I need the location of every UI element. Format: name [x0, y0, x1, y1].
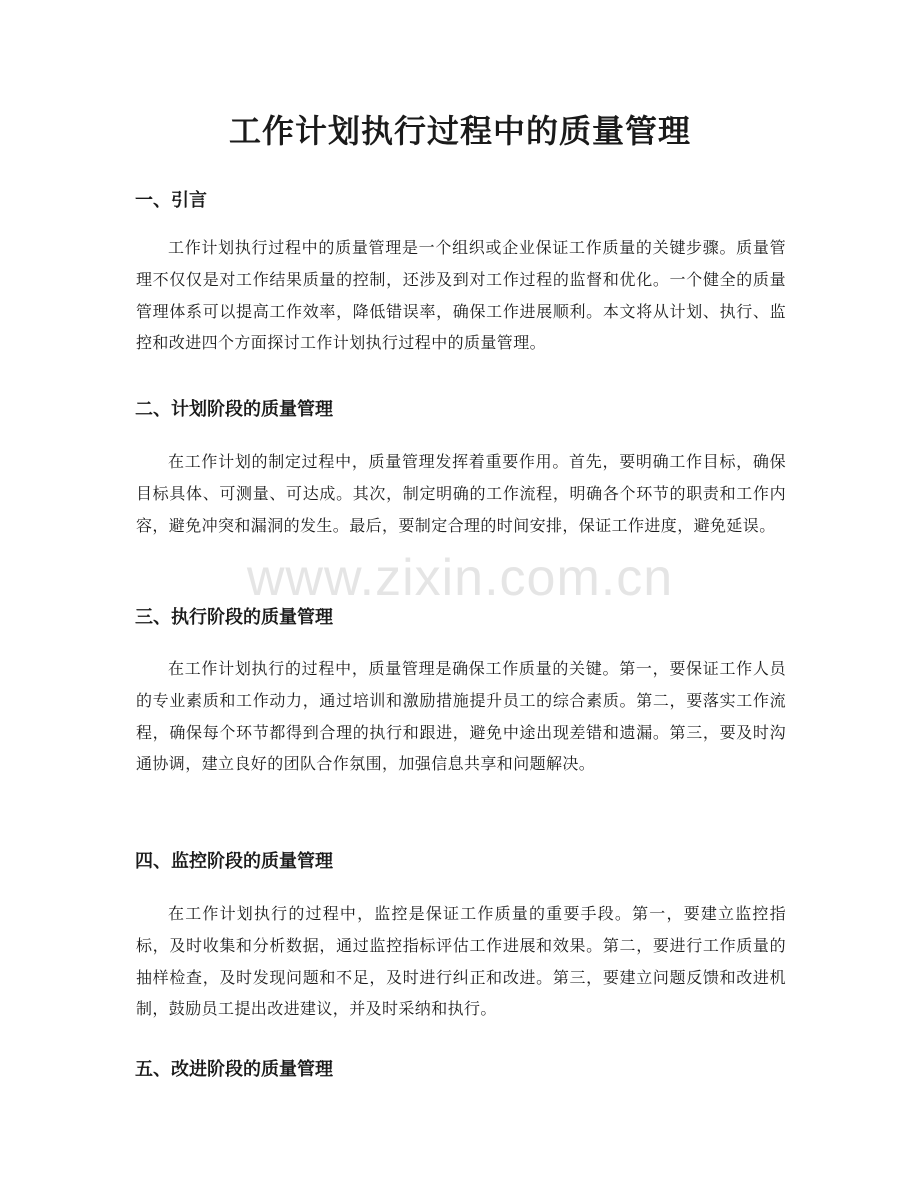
section-paragraph-monitoring: 在工作计划执行的过程中，监控是保证工作质量的重要手段。第一，要建立监控指标，及时收集和分析数据，通过监控指标评估工作进展和效果。第二，要进行工作质量的抽样检查，及时发现问题和不足，及时进行纠正和改进。第三，要建立问题反馈和改进机制，鼓励员工提出改进建议，并及时采纳和执行。 [136, 904, 786, 1019]
section-heading-monitoring: 四、监控阶段的质量管理 [135, 851, 333, 872]
section-paragraph-planning: 在工作计划的制定过程中，质量管理发挥着重要作用。首先，要明确工作目标，确保目标具体、可测量、可达成。其次，制定明确的工作流程，明确各个环节的职责和工作内容，避免冲突和漏洞的发生。最后，要制定合理的时间安排，保证工作进度，避免延误。 [136, 452, 786, 535]
watermark: www.zixin.com.cn [246, 549, 674, 607]
section-heading-improvement: 五、改进阶段的质量管理 [135, 1059, 333, 1080]
section-heading-planning: 二、计划阶段的质量管理 [135, 399, 333, 420]
section-heading-introduction: 一、引言 [135, 190, 207, 211]
section-paragraph-execution: 在工作计划执行的过程中，质量管理是确保工作质量的关键。第一，要保证工作人员的专业素质和工作动力，通过培训和激励措施提升员工的综合素质。第二，要落实工作流程，确保每个环节都得到合理的执行和跟进，避免中途出现差错和遗漏。第三，要及时沟通协调，建立良好的团队合作氛围，加强信息共享和问题解决。 [136, 659, 786, 774]
document-title: 工作计划执行过程中的质量管理 [228, 112, 691, 150]
section-paragraph-introduction: 工作计划执行过程中的质量管理是一个组织或企业保证工作质量的关键步骤。质量管理不仅仅是对工作结果质量的控制，还涉及到对工作过程的监督和优化。一个健全的质量管理体系可以提高工作效率，降低错误率，确保工作进展顺利。本文将从计划、执行、监控和改进四个方面探讨工作计划执行过程中的质量管理。 [136, 238, 786, 353]
section-heading-execution: 三、执行阶段的质量管理 [135, 607, 333, 628]
